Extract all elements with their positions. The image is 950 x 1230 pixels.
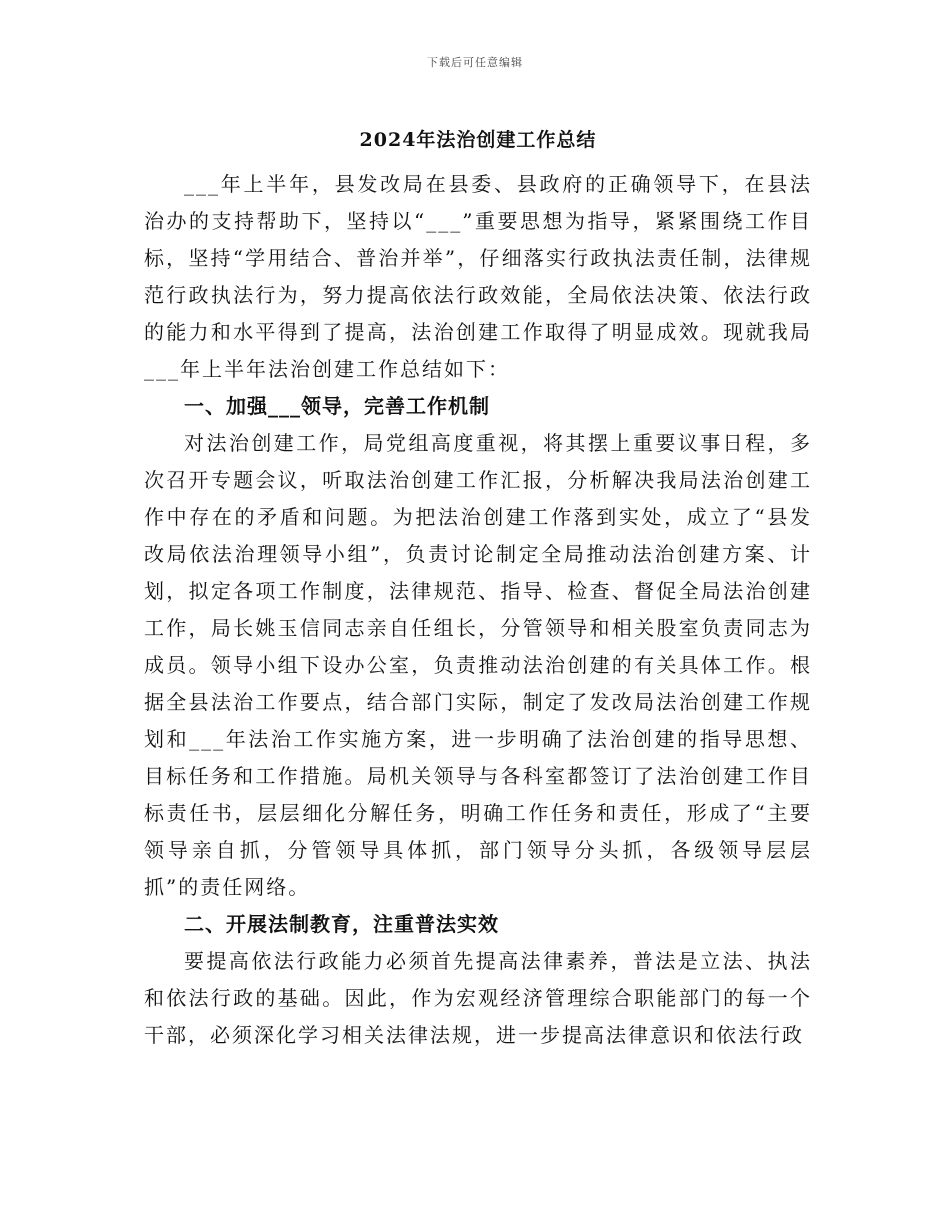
header-note: 下载后可任意编辑 [427, 56, 523, 69]
section-heading-2: 二、开展法制教育，注重普法实效 [184, 912, 499, 936]
section-2-paragraph: 要提高依法行政能力必须首先提高法律素养，普法是立法、执法和依法行政的基础。因此，作为宏观经济管理综合职能部门的每一个干部，必须深化学习相关法律法规，进一步提高法律意识和依法行政 [144, 949, 812, 1047]
intro-paragraph: ___年上半年，县发改局在县委、县政府的正确领导下，在县法治办的支持帮助下，坚持以“___”重要思想为指导，紧紧围绕工作目标，坚持“学用结合、普治并举”，仔细落实行政执法责任制，法律规范行政执法行为，努力提高依法行政效能，全局依法决策、依法行政的能力和水平得到了提高，法治创建工作取得了明显成效。现就我局___年上半年法治创建工作总结如下： [144, 172, 812, 381]
document-title: 2024年法治创建工作总结 [359, 129, 597, 151]
section-heading-1: 一、加强___领导，完善工作机制 [184, 394, 490, 418]
document-body [144, 120, 812, 1054]
section-1-paragraph: 对法治创建工作，局党组高度重视，将其摆上重要议事日程，多次召开专题会议，听取法治创建工作汇报，分析解决我局法治创建工作中存在的矛盾和问题。为把法治创建工作落到实处，成立了“县发改局依法治理领导小组”，负责讨论制定全局推动法治创建方案、计划，拟定各项工作制度，法律规范、指导、检查、督促全局法治创建工作，局长姚玉信同志亲自任组长，分管领导和相关股室负责同志为成员。领导小组下设办公室，负责推动法治创建的有关具体工作。根据全县法治工作要点，结合部门实际，制定了发改局法治创建工作规划和___年法治工作实施方案，进一步明确了法治创建的指导思想、目标任务和工作措施。局机关领导与各科室都签订了法治创建工作目标责任书，层层细化分解任务，明确工作任务和责任，形成了“主要领导亲自抓，分管领导具体抓，部门领导分头抓，各级领导层层抓”的责任网络。 [144, 431, 812, 899]
